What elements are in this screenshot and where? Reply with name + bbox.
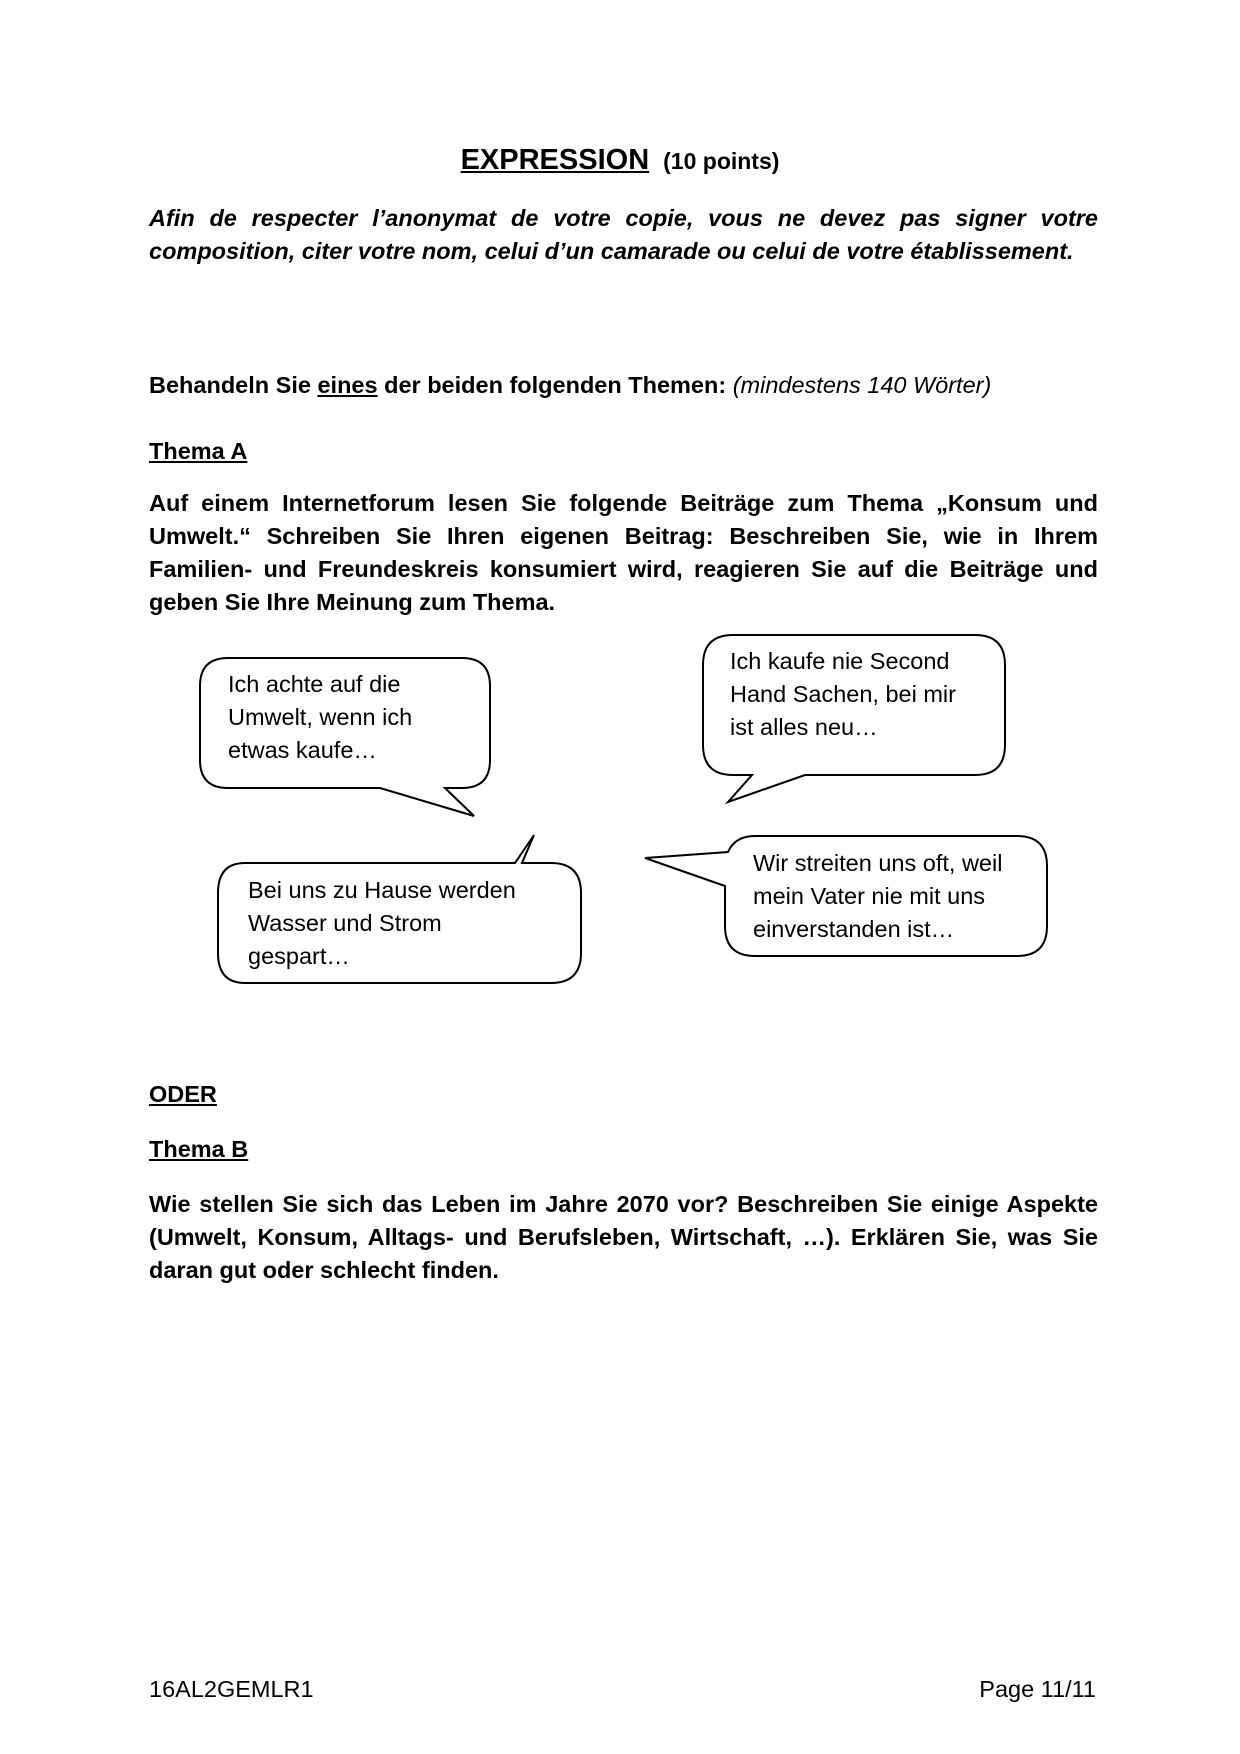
- bubble-1-text: [228, 668, 412, 767]
- oder-heading: ODER: [149, 1081, 217, 1107]
- thema-a-text: Auf einem Internetforum lesen Sie folgende Beiträge zum Thema „Konsum und Umwelt.“ Schreiben Sie Ihren eigenen Beitrag: Beschreiben Sie, wie in Ihrem Familien- und Freundeskreis konsumiert wird, reagieren Sie auf die Beiträge und geben Sie Ihre Meinung zum Thema.: [149, 490, 1098, 615]
- bubble-3-text: [248, 874, 516, 973]
- instruction-emphasis: eines: [317, 372, 378, 398]
- bubble-4-line: einverstanden ist…: [753, 916, 955, 942]
- instruction-part2: der beiden folgenden Themen:: [377, 372, 727, 398]
- bubble-3-line: Wasser und Strom: [248, 910, 442, 936]
- bubble-2-line: ist alles neu…: [730, 714, 878, 740]
- bubble-3-line: Bei uns zu Hause werden: [248, 877, 516, 903]
- thema-b-heading: Thema B: [149, 1136, 249, 1162]
- instruction-part1: Behandeln Sie: [149, 372, 318, 398]
- thema-a-heading: Thema A: [149, 438, 248, 464]
- title-points: (10 points): [663, 148, 780, 174]
- bubble-3-line: gespart…: [248, 943, 350, 969]
- footer-page-number: Page 11/11: [979, 1676, 1096, 1702]
- footer-code: 16AL2GEMLR1: [149, 1676, 314, 1702]
- bubble-1-line: Umwelt, wenn ich: [228, 704, 413, 730]
- bubble-4-line: Wir streiten uns oft, weil: [753, 850, 1003, 876]
- bubble-2-line: Ich kaufe nie Second: [730, 648, 950, 674]
- bubble-4-text: [753, 847, 1002, 946]
- title-main: EXPRESSION: [460, 144, 650, 176]
- anonymity-note: Afin de respecter l’anonymat de votre copie, vous ne devez pas signer votre composition, citer votre nom, celui d’un camarade ou celui de votre établissement.: [149, 205, 1098, 264]
- bubble-2-text: [730, 645, 956, 744]
- bubble-1-line: etwas kaufe…: [228, 737, 377, 763]
- instruction-word-count: (mindestens 140 Wörter): [732, 372, 992, 398]
- bubble-4-line: mein Vater nie mit uns: [753, 883, 986, 909]
- bubble-1-line: Ich achte auf die: [228, 671, 401, 697]
- bubble-2-line: Hand Sachen, bei mir: [730, 681, 956, 707]
- thema-b-text: Wie stellen Sie sich das Leben im Jahre 2070 vor? Beschreiben Sie einige Aspekte (Umwelt, Konsum, Alltags- und Berufsleben, Wirtschaft, …). Erklären Sie, was Sie daran gut oder schlecht finden.: [149, 1191, 1098, 1283]
